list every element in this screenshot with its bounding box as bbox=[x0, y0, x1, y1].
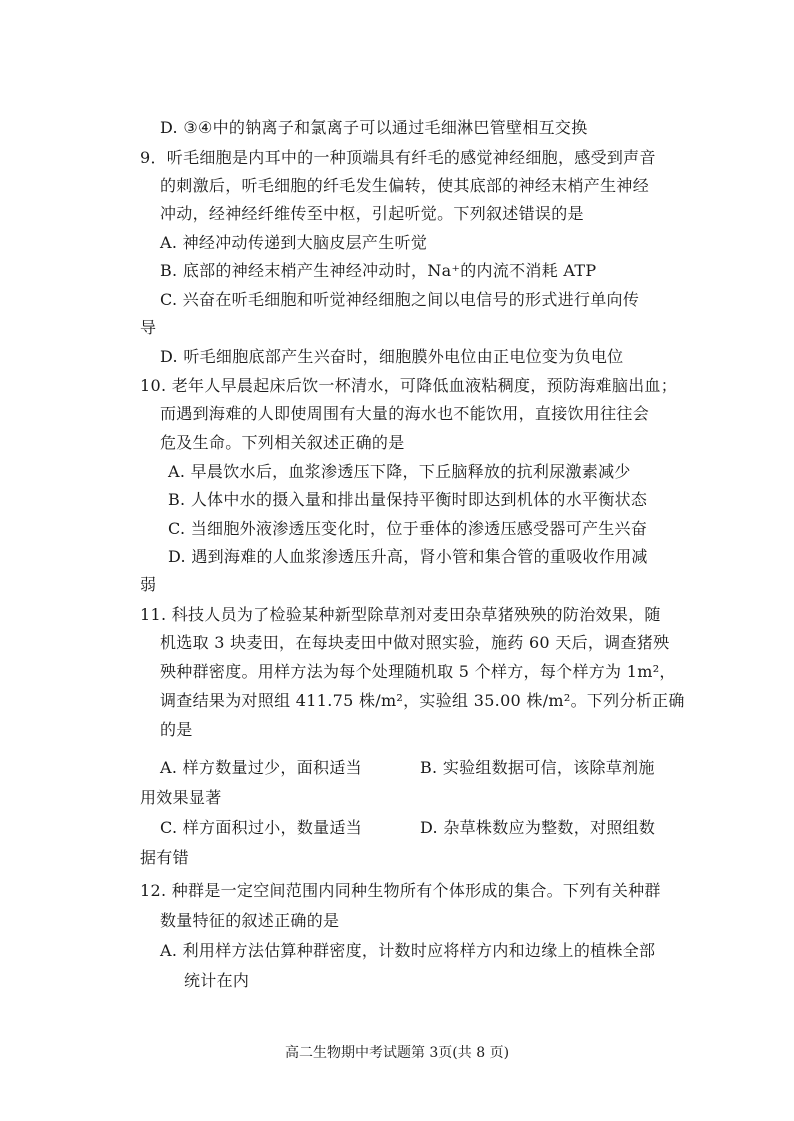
q11-option-b-wrap: 用效果显著 bbox=[140, 788, 222, 807]
q12-stem-line: 12. 种群是一定空间范围内同种生物所有个体形成的集合。下列有关种群 bbox=[140, 881, 661, 900]
q11-option-d-wrap: 据有错 bbox=[140, 848, 189, 867]
q9-option-a: A. 神经冲动传递到大脑皮层产生听觉 bbox=[160, 233, 428, 252]
q12-stem-line: 数量特征的叙述正确的是 bbox=[160, 911, 340, 930]
q10-option-d: D. 遇到海难的人血浆渗透压升高，肾小管和集合管的重吸收作用减 bbox=[168, 547, 648, 566]
q9-stem-line: 的刺激后，听毛细胞的纤毛发生偏转，使其底部的神经末梢产生神经 bbox=[160, 176, 650, 195]
q9-stem-line: 9．听毛细胞是内耳中的一种顶端具有纤毛的感觉神经细胞，感受到声音 bbox=[140, 148, 656, 167]
q11-option-a: A. 样方数量过少，面积适当 bbox=[160, 758, 362, 777]
q11-stem-line: 机选取 3 块麦田，在每块麦田中做对照实验，施药 60 天后，调查猪殃 bbox=[160, 633, 670, 652]
q11-stem-line: 殃种群密度。用样方法为每个处理随机取 5 个样方，每个样方为 1m²， bbox=[160, 662, 676, 681]
q9-option-c: C. 兴奋在听毛细胞和听觉神经细胞之间以电信号的形式进行单向传 bbox=[160, 290, 640, 309]
q10-stem-line: 而遇到海难的人即使周围有大量的海水也不能饮用，直接饮用往往会 bbox=[160, 404, 650, 423]
q8-option-d: D. ③④中的钠离子和氯离子可以通过毛细淋巴管壁相互交换 bbox=[160, 118, 588, 137]
page-footer: 高二生物期中考试题第 3页(共 8 页) bbox=[284, 1045, 510, 1061]
q9-option-d: D. 听毛细胞底部产生兴奋时，细胞膜外电位由正电位变为负电位 bbox=[160, 347, 624, 366]
q9-stem-line: 冲动，经神经纤维传至中枢，引起听觉。下列叙述错误的是 bbox=[160, 204, 584, 223]
q11-option-b: B. 实验组数据可信，该除草剂施 bbox=[420, 758, 655, 777]
q10-option-a: A. 早晨饮水后，血浆渗透压下降，下丘脑释放的抗利尿激素减少 bbox=[168, 462, 631, 481]
q10-option-c: C. 当细胞外液渗透压变化时，位于垂体的渗透压感受器可产生兴奋 bbox=[168, 519, 648, 538]
q10-stem-line: 10. 老年人早晨起床后饮一杯清水，可降低血液粘稠度，预防海难脑出血； bbox=[140, 376, 678, 395]
q10-option-b: B. 人体中水的摄入量和排出量保持平衡时即达到机体的水平衡状态 bbox=[168, 490, 648, 509]
q9-option-c-wrap: 导 bbox=[140, 318, 157, 337]
q12-option-a: A. 利用样方法估算种群密度，计数时应将样方内和边缘上的植株全部 bbox=[160, 941, 656, 960]
q11-stem-line: 11. 科技人员为了检验某种新型除草剂对麦田杂草猪殃殃的防治效果，随 bbox=[140, 605, 661, 624]
q11-option-c: C. 样方面积过小，数量适当 bbox=[160, 818, 363, 837]
q9-option-b: B. 底部的神经末梢产生神经冲动时，Na⁺的内流不消耗 ATP bbox=[160, 261, 597, 280]
q10-option-d-wrap: 弱 bbox=[140, 575, 157, 594]
q12-option-a-wrap: 统计在内 bbox=[184, 971, 250, 990]
q10-stem-line: 危及生命。下列相关叙述正确的是 bbox=[160, 433, 405, 452]
q11-stem-line: 调查结果为对照组 411.75 株/m²，实验组 35.00 株/m²。下列分析正确 bbox=[160, 691, 685, 710]
q11-option-d: D. 杂草株数应为整数，对照组数 bbox=[420, 818, 656, 837]
q11-stem-line: 的是 bbox=[160, 720, 193, 739]
